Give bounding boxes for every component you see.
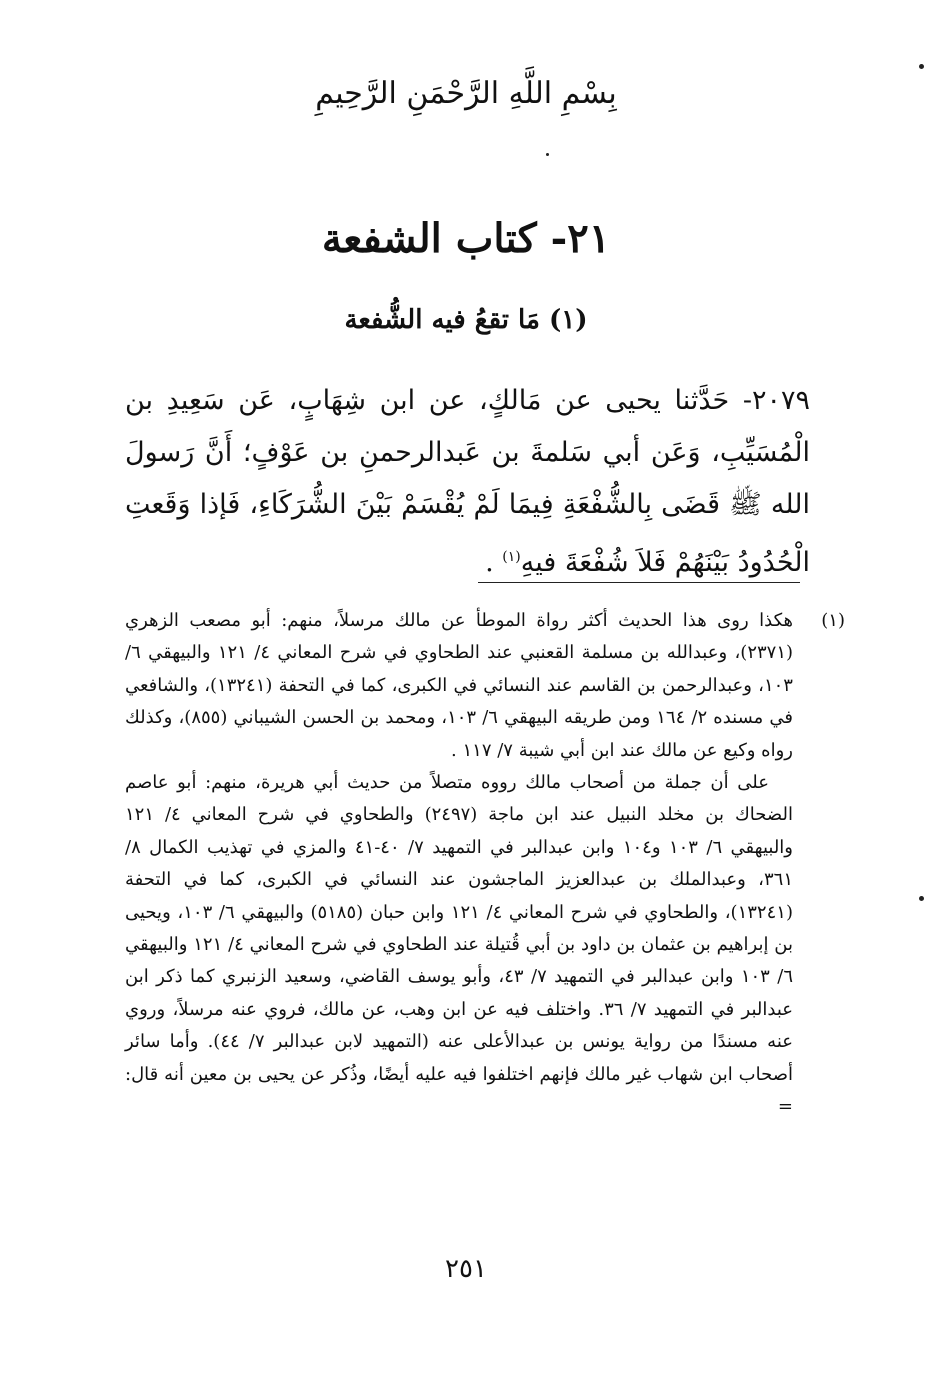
footnotes [125, 605, 845, 1124]
footnote-paragraph: على أن جملة من أصحاب مالك رووه متصلاً من حديث أبي هريرة، منهم: أبو عاصم الضحاك بن مخلد النبيل عند ابن ماجة (٢٤٩٧) والطحاوي في شرح المعاني ٤/ ١٢١ والبيهقي ٦/ ١٠٣ و١٠٤ وابن عبدالبر في التمهيد ٧/ ٤٠-٤١ والمزي في تهذيب الكمال ٨/ ٣٦١، وعبدالملك بن عبدالعزيز الماجشون عند النسائي في الكبرى، كما في التحفة (١٣٢٤١)، والطحاوي في شرح المعاني ٤/ ١٢١ وابن حبان (٥١٨٥) والبيهقي ٦/ ١٠٣، ويحيى بن إبراهيم بن عثمان بن داود بن أبي قُتيلة عند الطحاوي في شرح المعاني ٤/ ١٢١ والبيهقي ٦/ ١٠٣ وابن عبدالبر في التمهيد ٧/ ٤٣، وأبو يوسف القاضي، وسعيد الزنبري كما ذكر ابن عبدالبر في التمهيد ٧/ ٣٦. واختلف فيه عن ابن وهب، عن مالك، فروي عنه مرسلاً، وروي عنه مسندًا من رواية يونس بن عبدالأعلى عنه (التمهيد لابن عبدالبر ٧/ ٤٤). وأما سائر أصحاب ابن شهاب غير مالك فإنهم اختلفوا فيه عليه أيضًا، وذُكر عن يحيى بن معين أنه قال: = [125, 772, 794, 1118]
page-number: ٢٥١ [445, 1254, 487, 1284]
margin-mark-center [546, 153, 549, 156]
footnote-reference[interactable]: (١) [502, 549, 521, 565]
margin-mark-top [919, 64, 924, 69]
hadith-body: ٢٠٧٩- حَدَّثنا يحيى عن مَالكٍ، عن ابن شِهَابٍ، عَن سَعِيدِ بن الْمُسَيِّبِ، وَعَن أبي سَلمةَ بن عَبدالرحمنِ بن عَوْفٍ؛ أَنَّ رَسولَ الله ﷺ قَضَى بِالشُّفْعَةِ فِيمَا لَمْ يُقْسَمْ بَيْنَ الشُّرَكَاءِ، فَإذا وَقَعتِ الْحُدُودُ بَيْنَهُمْ فَلاَ شُفْعَةَ فيهِ [125, 385, 811, 578]
basmala-header: بِسْمِ اللَّهِ الرَّحْمَنِ الرَّحِيمِ [315, 75, 617, 111]
footnote-paragraph [125, 605, 845, 767]
footnote-paragraph-text: هكذا روى هذا الحديث أكثر رواة الموطأ عن مالك مرسلاً، منهم: أبو مصعب الزهري (٢٣٧١)، وعبدالله بن مسلمة القعنبي عند الطحاوي في شرح المعاني ٤/ ١٢١ والبيهقي ٦/ ١٠٣، وعبدالرحمن بن القاسم عند النسائي في الكبرى، كما في التحفة (١٣٢٤١)، والشافعي في مسنده ٢/ ١٦٤ ومن طريقه البيهقي ٦/ ١٠٣، ومحمد بن الحسن الشيباني (٨٥٥)، وكذلك رواه وكيع عن مالك عند ابن أبي شيبة ٧/ ١١٧ . [125, 610, 794, 761]
footnote-marker: (١) [821, 610, 845, 631]
margin-mark-bottom [919, 896, 924, 901]
book-title: ٢١- كتاب الشفعة [321, 215, 611, 262]
footnote-divider [478, 582, 800, 583]
hadith-end: . [485, 547, 503, 578]
chapter-title: (١) مَا تقعُ فيه الشُّفعة [344, 305, 588, 335]
hadith-text [125, 375, 810, 589]
